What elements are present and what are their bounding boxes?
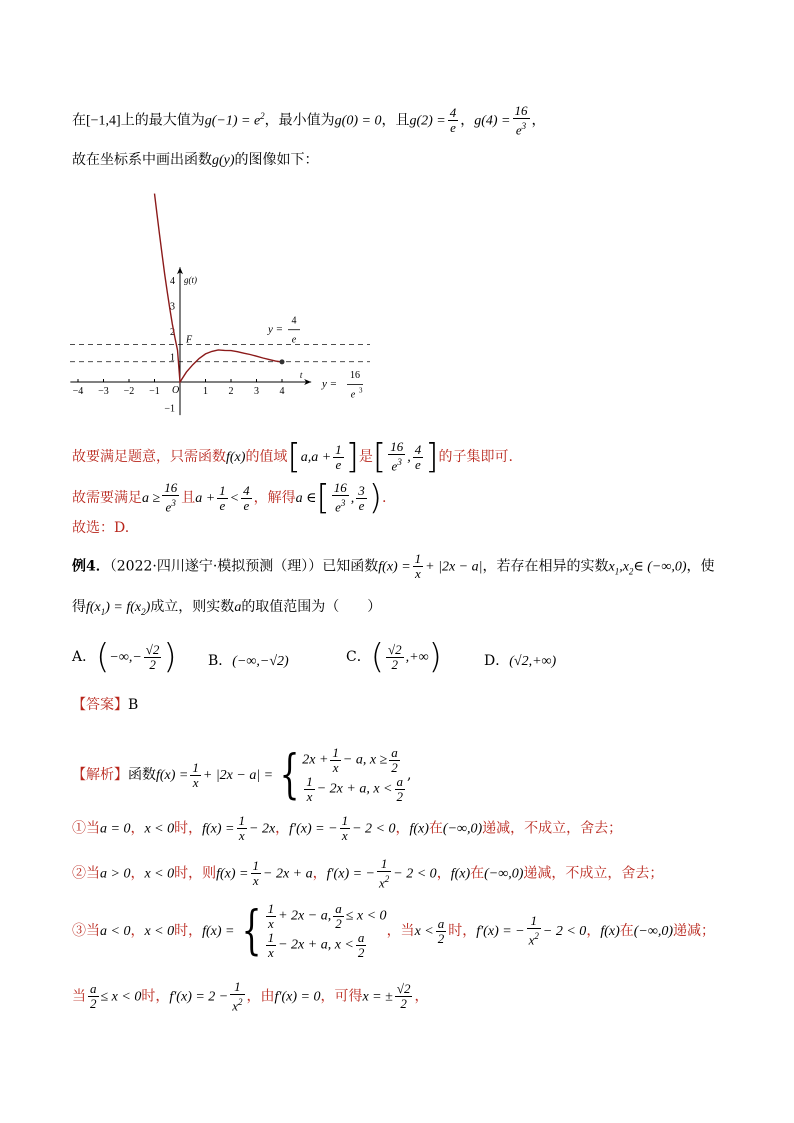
den-base: e bbox=[391, 458, 398, 474]
denominator: x bbox=[341, 828, 348, 843]
answer-line bbox=[72, 695, 138, 715]
text: ，当 bbox=[386, 923, 415, 939]
math: x = ± bbox=[362, 989, 393, 1005]
y-axis-label: g(t) bbox=[184, 275, 197, 285]
fraction bbox=[356, 931, 367, 960]
fraction bbox=[241, 484, 252, 513]
hline-2-label-num: 16 bbox=[350, 370, 360, 382]
den-base: x bbox=[232, 998, 239, 1014]
brace-left: { bbox=[241, 901, 261, 961]
text: 在 bbox=[72, 112, 86, 129]
numerator: 1 bbox=[267, 930, 275, 945]
subscript: 1 bbox=[614, 566, 620, 577]
denominator: 2 bbox=[149, 656, 156, 672]
subscript: 2 bbox=[628, 566, 634, 577]
text-line-choice bbox=[72, 518, 129, 538]
denominator: 2 bbox=[437, 930, 445, 946]
numerator: a bbox=[90, 981, 97, 997]
fraction bbox=[386, 643, 404, 672]
text: 递减，不成立，舍去； bbox=[482, 820, 623, 837]
den-base: x bbox=[379, 875, 385, 891]
den-exp: 2 bbox=[534, 931, 539, 942]
math: ≤ x < 0 bbox=[100, 989, 142, 1005]
bracket-right: ] bbox=[345, 437, 359, 477]
fraction bbox=[389, 746, 400, 775]
math-fn: f(x) bbox=[226, 450, 246, 465]
den-exp: 3 bbox=[340, 498, 346, 509]
math: − 2x bbox=[249, 821, 276, 837]
piecewise-cases bbox=[264, 902, 387, 960]
text: ， bbox=[130, 923, 145, 939]
numerator: 1 bbox=[267, 901, 275, 916]
denominator: 2 bbox=[357, 945, 365, 960]
y-tick-label: −1 bbox=[164, 403, 175, 415]
text: ，最小值为 bbox=[264, 112, 335, 129]
text: 的取值范围为（ ） bbox=[241, 599, 382, 615]
den-exp: 2 bbox=[238, 997, 243, 1007]
math: f′(x) = − bbox=[476, 924, 525, 939]
text: 在 bbox=[619, 923, 634, 939]
case-row bbox=[264, 902, 387, 931]
fraction bbox=[144, 643, 162, 672]
denominator bbox=[513, 119, 530, 137]
fraction bbox=[333, 902, 344, 931]
denominator: 2 bbox=[396, 789, 404, 804]
math: a bbox=[234, 600, 242, 615]
fraction bbox=[413, 552, 424, 581]
math: x bbox=[608, 559, 615, 575]
numerator: a bbox=[357, 930, 365, 945]
math: f(x) = bbox=[216, 866, 249, 882]
math: − 2 < 0 bbox=[542, 924, 587, 939]
math: (−∞,0) bbox=[442, 821, 483, 837]
text: ， bbox=[436, 865, 451, 882]
bracket-left: [ bbox=[287, 437, 301, 477]
numerator: 1 bbox=[414, 551, 422, 566]
math-g4: g(4) = bbox=[474, 113, 511, 129]
numerator: √2 bbox=[145, 641, 160, 657]
subscript: 2 bbox=[141, 606, 146, 617]
text: 的子集即可. bbox=[438, 449, 513, 465]
text: ， bbox=[460, 112, 475, 129]
text: 递减； bbox=[673, 923, 716, 939]
math: ) bbox=[145, 600, 151, 615]
den-base: x bbox=[528, 932, 535, 948]
numerator: 1 bbox=[238, 813, 245, 828]
math: a = 0 bbox=[100, 821, 131, 837]
numerator: 16 bbox=[514, 103, 528, 118]
numerator: 1 bbox=[527, 914, 541, 929]
denominator bbox=[377, 872, 391, 890]
denominator bbox=[332, 496, 349, 514]
point-label: F bbox=[186, 334, 193, 346]
math: a ≥ bbox=[142, 491, 161, 506]
denominator bbox=[527, 929, 541, 947]
paren-right: ) bbox=[428, 637, 442, 677]
fraction bbox=[333, 443, 344, 472]
y-tick-label: 2 bbox=[170, 327, 175, 338]
hline-1-label-num: 4 bbox=[291, 315, 297, 327]
math: ,x bbox=[619, 559, 629, 575]
hline-1-label-den: e bbox=[291, 334, 297, 346]
option-label: B． bbox=[208, 653, 233, 669]
den-exp: 3 bbox=[521, 121, 527, 131]
text: ①当 bbox=[72, 820, 100, 837]
text: 上的最大值为 bbox=[120, 112, 205, 129]
analysis-label: 【解析】 bbox=[72, 767, 128, 783]
den-base: e bbox=[335, 499, 341, 515]
function-graph bbox=[70, 185, 380, 420]
text: 函数 bbox=[128, 767, 156, 783]
fraction bbox=[340, 814, 351, 843]
numerator: 1 bbox=[252, 858, 259, 874]
math: f′(x) = 2 − bbox=[169, 989, 229, 1005]
bracket-left: [ bbox=[372, 437, 387, 477]
denominator: x bbox=[332, 760, 339, 775]
hline-1-label-lhs: y = bbox=[268, 323, 284, 336]
text: 当 bbox=[72, 988, 86, 1005]
numerator: 16 bbox=[164, 480, 178, 496]
fraction bbox=[377, 857, 391, 890]
origin-label: O bbox=[172, 385, 180, 396]
numerator: a bbox=[335, 901, 342, 916]
math: x < 0 bbox=[144, 924, 175, 939]
text: 在 bbox=[470, 865, 485, 882]
denominator: e bbox=[415, 456, 421, 472]
x-tick-label: −4 bbox=[72, 386, 84, 397]
text-line-range-subset bbox=[72, 437, 513, 477]
den-exp: 3 bbox=[171, 498, 176, 509]
option-c bbox=[346, 637, 442, 677]
case-1-line bbox=[72, 814, 622, 843]
x-tick-label: 2 bbox=[228, 386, 234, 397]
fraction bbox=[436, 917, 447, 946]
text: 故选：D. bbox=[72, 520, 130, 536]
fraction bbox=[513, 104, 530, 137]
math: (−∞,0) bbox=[633, 924, 674, 939]
math: x < 0 bbox=[144, 821, 175, 837]
option-d bbox=[484, 650, 556, 670]
numerator: 1 bbox=[230, 980, 244, 995]
brace-left: { bbox=[279, 745, 300, 805]
fraction bbox=[237, 814, 248, 843]
numerator: a bbox=[396, 774, 404, 789]
text: ， bbox=[130, 820, 145, 837]
math: a ∈ bbox=[295, 491, 317, 506]
option-label: C． bbox=[346, 649, 371, 665]
fraction bbox=[356, 484, 367, 513]
y-tick-label: 4 bbox=[170, 276, 175, 287]
numerator: 3 bbox=[358, 482, 365, 498]
numerator: √2 bbox=[396, 981, 411, 997]
text: 的图像如下： bbox=[234, 152, 319, 168]
paren-right: ) bbox=[163, 637, 177, 677]
option-label: D． bbox=[484, 653, 510, 669]
text: 时，则 bbox=[174, 865, 217, 882]
math: a,a + bbox=[300, 450, 332, 465]
hline-2-label-den: e bbox=[350, 389, 356, 401]
numerator: 1 bbox=[192, 759, 199, 775]
bracket-left: [ bbox=[316, 478, 330, 518]
text: ②当 bbox=[72, 865, 100, 882]
fraction bbox=[217, 484, 228, 513]
text: , bbox=[407, 767, 412, 783]
fraction bbox=[190, 761, 201, 790]
answer-value: B bbox=[128, 697, 139, 713]
fraction bbox=[388, 440, 405, 473]
math: −∞,− bbox=[109, 650, 142, 665]
text-line-graph-intro bbox=[72, 150, 319, 171]
fraction bbox=[527, 914, 541, 947]
denominator: 2 bbox=[335, 916, 342, 931]
x-tick-label: −2 bbox=[123, 386, 135, 397]
x-axis-label: t bbox=[299, 370, 303, 380]
x-tick-label: 1 bbox=[203, 386, 208, 397]
x-tick-label: 4 bbox=[279, 386, 285, 397]
last-line bbox=[72, 980, 428, 1013]
hline-2-label-lhs: y = bbox=[322, 378, 338, 391]
math-g2: g(2) = bbox=[409, 113, 446, 129]
fraction bbox=[266, 931, 277, 960]
case-row bbox=[264, 931, 387, 960]
denominator: e bbox=[219, 497, 226, 513]
math: a < 0 bbox=[100, 924, 131, 939]
text: ，由 bbox=[246, 988, 275, 1005]
numerator: √2 bbox=[387, 641, 402, 657]
denominator: 2 bbox=[391, 760, 398, 775]
denominator: x bbox=[252, 873, 259, 889]
text: 故在坐标系中画出函数 bbox=[72, 152, 212, 168]
case-3-line bbox=[72, 902, 715, 960]
fraction bbox=[395, 982, 413, 1011]
text: 成立，则实数 bbox=[150, 599, 235, 615]
numerator: 16 bbox=[390, 439, 404, 455]
denominator: 2 bbox=[391, 656, 399, 672]
text: 时， bbox=[448, 923, 477, 939]
fraction bbox=[332, 481, 349, 514]
math: + |2x − a| bbox=[425, 559, 483, 575]
example-4-line-1 bbox=[72, 552, 715, 581]
den-base: e bbox=[165, 499, 172, 515]
text: 且 bbox=[181, 490, 196, 506]
math-fn: g(y) bbox=[212, 153, 235, 168]
math: − 2x + a, x < bbox=[316, 781, 393, 797]
math-exp: 2 bbox=[260, 111, 265, 122]
fraction bbox=[230, 980, 244, 1013]
numerator: 1 bbox=[332, 745, 339, 760]
fraction bbox=[251, 859, 262, 888]
text: ，可得 bbox=[320, 988, 363, 1005]
option-a bbox=[72, 637, 177, 677]
text-line-condition bbox=[72, 478, 387, 518]
numerator: a bbox=[391, 745, 398, 760]
fraction bbox=[88, 982, 99, 1011]
math: 2x + bbox=[302, 752, 329, 768]
text: 时， bbox=[174, 923, 203, 939]
text: ， bbox=[414, 988, 429, 1005]
numerator: a bbox=[437, 915, 445, 931]
denominator: e bbox=[450, 120, 456, 136]
text: 故要满足题意，只需函数 bbox=[72, 449, 226, 465]
math: ,+∞ bbox=[405, 650, 429, 665]
math: f′(x) = − bbox=[289, 821, 338, 837]
option-b bbox=[208, 650, 289, 670]
x-tick-label: −1 bbox=[149, 386, 160, 397]
text: ， bbox=[531, 112, 546, 129]
text: 是 bbox=[358, 449, 373, 465]
math-max: g(−1) = e bbox=[204, 113, 261, 129]
denominator: x bbox=[267, 945, 274, 960]
text: ，若存在相异的实数 bbox=[482, 558, 609, 575]
answer-label: 【答案】 bbox=[72, 697, 128, 713]
denominator bbox=[230, 995, 244, 1013]
math: + 2x − a, bbox=[278, 908, 332, 924]
math: − 2 < 0 bbox=[393, 866, 437, 882]
bracket-right: ) bbox=[368, 478, 382, 518]
numerator: 4 bbox=[449, 105, 457, 121]
math: ) = f(x bbox=[105, 600, 142, 615]
example-4-line-2 bbox=[72, 597, 381, 622]
math: − 2x + a bbox=[263, 866, 313, 882]
math: + |2x − a| = bbox=[202, 768, 274, 783]
math: (√2,+∞) bbox=[509, 654, 557, 669]
text: （2022·四川遂宁·模拟预测（理））已知函数 bbox=[109, 558, 379, 575]
text: , bbox=[407, 450, 411, 465]
numerator: 1 bbox=[335, 441, 342, 457]
math: f(x bbox=[86, 600, 101, 615]
fraction bbox=[395, 775, 406, 804]
fraction bbox=[266, 902, 277, 931]
numerator: 4 bbox=[414, 441, 422, 457]
case-2-line bbox=[72, 857, 663, 890]
bracket-right: ] bbox=[425, 437, 439, 477]
piecewise-cases bbox=[302, 746, 407, 804]
example-label: 例4． bbox=[72, 558, 110, 575]
text: ，解得 bbox=[253, 490, 296, 506]
math: f(x) = bbox=[202, 821, 235, 837]
math: a > 0 bbox=[100, 866, 131, 882]
fraction bbox=[330, 746, 341, 775]
text: ， bbox=[275, 820, 290, 837]
text: 时， bbox=[174, 820, 203, 837]
fraction bbox=[413, 443, 424, 472]
math: f′(x) = − bbox=[326, 866, 375, 882]
math: a + bbox=[195, 491, 216, 506]
math: (−∞,0) bbox=[484, 866, 524, 882]
math: < bbox=[229, 491, 240, 506]
math: f(x) = bbox=[202, 924, 235, 939]
text: ， bbox=[586, 923, 601, 939]
den-exp: 2 bbox=[384, 874, 390, 884]
numerator: 1 bbox=[306, 774, 313, 789]
math: f(x) bbox=[450, 866, 471, 882]
case-row bbox=[302, 775, 407, 804]
denominator bbox=[388, 455, 405, 473]
x-tick-label: 3 bbox=[254, 386, 259, 397]
x-tick-label: −3 bbox=[98, 386, 109, 397]
paren-left: ( bbox=[96, 637, 110, 677]
paren-left: ( bbox=[370, 637, 384, 677]
denominator: x bbox=[306, 789, 313, 804]
den-base: e bbox=[515, 122, 522, 138]
option-label: A． bbox=[72, 649, 97, 665]
math: x < bbox=[414, 924, 434, 939]
text: 故需要满足 bbox=[72, 490, 142, 506]
numerator: 1 bbox=[219, 482, 226, 498]
text: ， bbox=[130, 865, 145, 882]
math: f(x) bbox=[409, 821, 429, 837]
text: 递减，不成立，舍去； bbox=[523, 865, 664, 882]
numerator: 4 bbox=[243, 482, 250, 498]
y-tick-label: 1 bbox=[170, 352, 175, 364]
math-min: g(0) = 0 bbox=[334, 113, 382, 129]
denominator: x bbox=[192, 774, 199, 790]
denominator: e bbox=[358, 497, 365, 513]
text: , bbox=[350, 491, 355, 506]
math: f′(x) = 0 bbox=[274, 989, 321, 1005]
denominator: 2 bbox=[400, 996, 407, 1012]
text-line-max-min bbox=[72, 104, 546, 137]
text: ，且 bbox=[381, 112, 410, 129]
case-row bbox=[302, 746, 407, 775]
hline-2-label-exp: 3 bbox=[359, 386, 363, 395]
math: (−∞,−√2) bbox=[232, 654, 289, 669]
y-tick-label: 3 bbox=[170, 301, 175, 313]
text: 在 bbox=[428, 820, 443, 837]
den-exp: 3 bbox=[397, 457, 402, 468]
analysis-line bbox=[72, 746, 411, 804]
numerator: 1 bbox=[377, 857, 391, 872]
denominator: e bbox=[335, 456, 342, 472]
text: ，使 bbox=[686, 558, 715, 575]
denominator bbox=[162, 496, 179, 514]
subscript: 1 bbox=[100, 606, 106, 617]
fraction bbox=[162, 481, 179, 514]
math: − 2 < 0 bbox=[352, 821, 396, 837]
math: f(x) bbox=[600, 924, 620, 939]
math-interval: [−1,4] bbox=[86, 113, 121, 129]
denominator: 2 bbox=[90, 996, 97, 1012]
denominator: x bbox=[267, 916, 274, 931]
math: f(x) = bbox=[156, 768, 189, 783]
math: ∈ (−∞,0) bbox=[633, 559, 687, 575]
endpoint bbox=[280, 359, 285, 364]
text: 时， bbox=[141, 988, 170, 1005]
fraction bbox=[448, 106, 459, 135]
denominator: e bbox=[243, 497, 250, 513]
text: ， bbox=[312, 865, 327, 882]
numerator: 16 bbox=[333, 480, 347, 496]
text: 的值域 bbox=[245, 449, 288, 465]
text: ， bbox=[395, 820, 410, 837]
text: ③当 bbox=[72, 923, 100, 939]
denominator: x bbox=[415, 566, 421, 581]
math: − 2x + a, x < bbox=[278, 937, 354, 953]
denominator: x bbox=[238, 828, 245, 843]
fraction bbox=[304, 775, 315, 804]
numerator: 1 bbox=[341, 813, 349, 828]
math: ≤ x < 0 bbox=[345, 908, 387, 924]
math: x < 0 bbox=[144, 866, 175, 882]
math: − a, x ≥ bbox=[342, 752, 388, 768]
text: 得 bbox=[72, 599, 86, 615]
text: . bbox=[382, 490, 387, 506]
math: f(x) = bbox=[378, 559, 411, 575]
